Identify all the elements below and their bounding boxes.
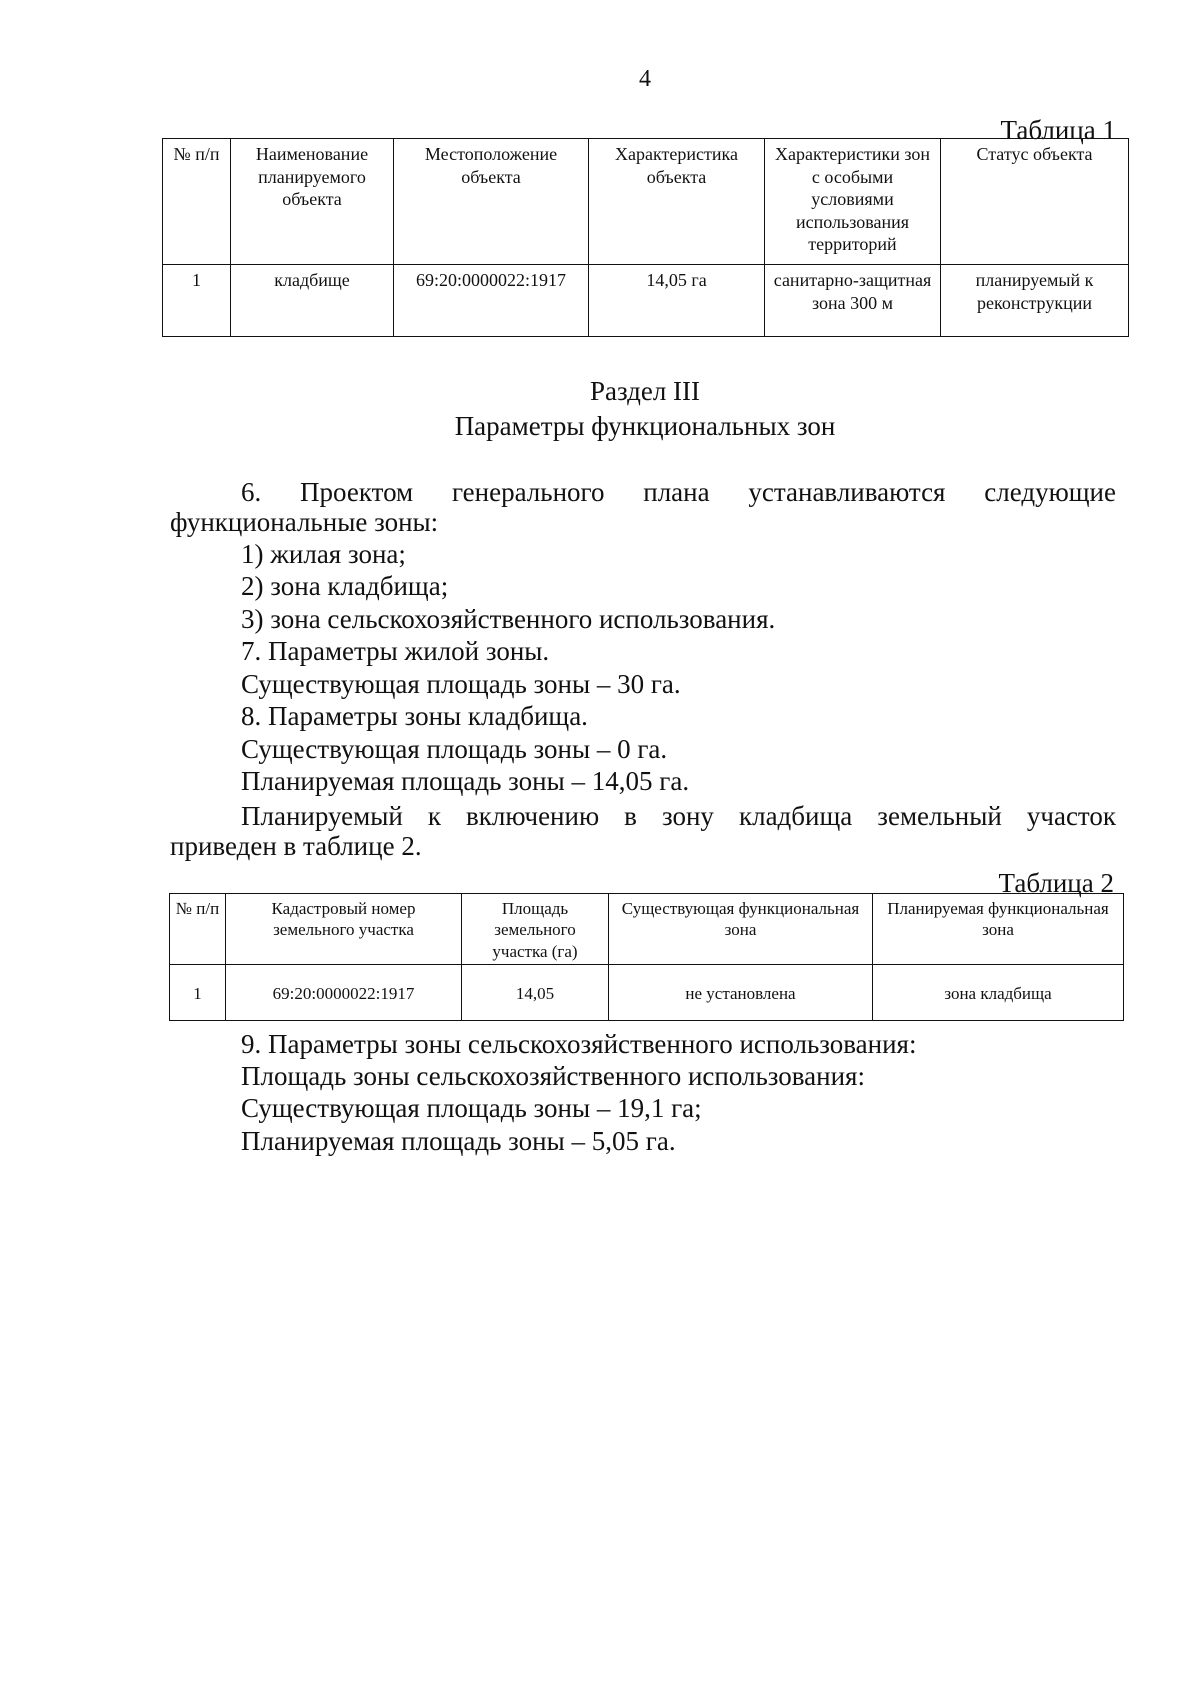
paragraph-9-existing: Существующая площадь зоны – 19,1 га;	[241, 1093, 702, 1123]
table2-cell-number: 1	[170, 965, 226, 1021]
paragraph-7: 7. Параметры жилой зоны.	[241, 636, 550, 666]
paragraph-8: 8. Параметры зоны кладбища.	[241, 701, 588, 731]
table2-header-number: № п/п	[170, 894, 226, 965]
table1-cell-number: 1	[163, 265, 231, 337]
table1	[162, 138, 1129, 337]
table1-cell-zones: санитарно-защитная зона 300 м	[765, 265, 941, 337]
table1-cell-name: кладбище	[231, 265, 394, 337]
table-row	[163, 265, 1129, 337]
table1-header-zones: Характеристики зон с особыми условиями использования территорий	[765, 139, 941, 265]
table1-header-status: Статус объекта	[941, 139, 1129, 265]
table2-header-planned-zone: Планируемая функциональная зона	[873, 894, 1124, 965]
paragraph-7-existing: Существующая площадь зоны – 30 га.	[241, 669, 681, 699]
table2-cell-area: 14,05	[462, 965, 609, 1021]
paragraph-8-existing: Существующая площадь зоны – 0 га.	[241, 734, 668, 764]
table1-cell-characteristic: 14,05 га	[589, 265, 765, 337]
table2-cell-existing-zone: не установлена	[609, 965, 873, 1021]
paragraph-6-line1: 6. Проектом генерального плана устанавливаются следующие	[241, 477, 1116, 507]
table1-header-number: № п/п	[163, 139, 231, 265]
table1-header-location: Местоположение объекта	[394, 139, 589, 265]
paragraph-9-area: Площадь зоны сельскохозяйственного использования:	[241, 1061, 865, 1091]
table2-cell-planned-zone: зона кладбища	[873, 965, 1124, 1021]
table1-header-characteristic: Характеристика объекта	[589, 139, 765, 265]
table1-header-name: Наименование планируемого объекта	[231, 139, 394, 265]
page-number: 4	[639, 66, 651, 92]
table2	[169, 893, 1124, 1021]
table2-header-cadastral: Кадастровый номер земельного участка	[226, 894, 462, 965]
table2-caption: Таблица 2	[998, 868, 1114, 898]
zone-item-2: 2) зона кладбища;	[241, 571, 449, 601]
zone-item-3: 3) зона сельскохозяйственного использования.	[241, 604, 776, 634]
paragraph-8-note-line2: приведен в таблице 2.	[170, 831, 422, 861]
table1-caption: Таблица 1	[1000, 115, 1116, 145]
section-title: Параметры функциональных зон	[454, 411, 836, 441]
table2-header-existing-zone: Существующая функциональная зона	[609, 894, 873, 965]
table-row	[170, 965, 1124, 1021]
paragraph-8-note-line1: Планируемый к включению в зону кладбища земельный участок	[241, 801, 1116, 831]
table1-cell-location: 69:20:0000022:1917	[394, 265, 589, 337]
table1-cell-status: планируемый к реконструкции	[941, 265, 1129, 337]
paragraph-9-planned: Планируемая площадь зоны – 5,05 га.	[241, 1126, 676, 1156]
paragraph-6-line2: функциональные зоны:	[170, 507, 439, 537]
table2-header-area: Площадь земельного участка (га)	[462, 894, 609, 965]
section-number: Раздел III	[589, 376, 701, 406]
zone-item-1: 1) жилая зона;	[241, 539, 406, 569]
paragraph-8-planned: Планируемая площадь зоны – 14,05 га.	[241, 766, 690, 796]
table2-cell-cadastral: 69:20:0000022:1917	[226, 965, 462, 1021]
paragraph-9: 9. Параметры зоны сельскохозяйственного использования:	[241, 1029, 917, 1059]
